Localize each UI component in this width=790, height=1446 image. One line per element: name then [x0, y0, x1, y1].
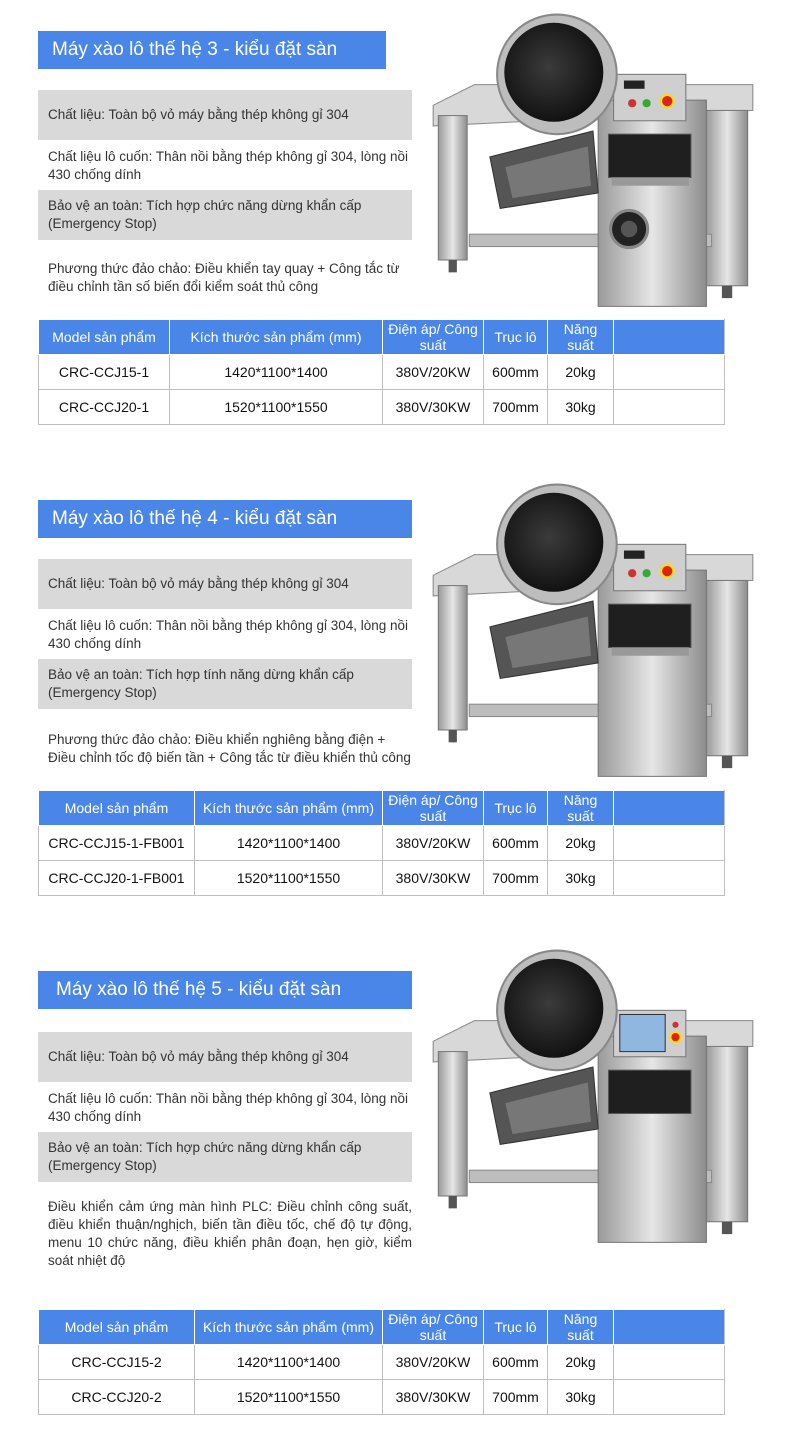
- table-header-row: [39, 1310, 725, 1345]
- spec-tilt-method: Phương thức đảo chảo: Điều khiển tay quay + Công tắc từ điều chỉnh tần số biến đổi kiểm soát thủ công: [48, 261, 400, 294]
- col-header-model: Model sản phẩm: [39, 320, 170, 355]
- col-header-voltage-power: Điện áp/ Công suất: [383, 791, 484, 826]
- spec-safety: Bảo vệ an toàn: Tích hợp chức năng dừng khẩn cấp (Emergency Stop): [38, 1132, 412, 1182]
- spec-safety: Bảo vệ an toàn: Tích hợp tính năng dừng khẩn cấp (Emergency Stop): [38, 659, 412, 709]
- cell-drum-axis: 600mm: [484, 826, 548, 861]
- spec-safety: Bảo vệ an toàn: Tích hợp chức năng dừng khẩn cấp (Emergency Stop): [38, 190, 412, 240]
- section-title: Máy xào lô thế hệ 3 - kiểu đặt sàn: [38, 31, 386, 69]
- cell-dimensions: 1420*1100*1400: [195, 826, 383, 861]
- col-header-drum-axis: Trục lô: [484, 320, 548, 355]
- cell-model: CRC-CCJ20-1-FB001: [39, 861, 195, 896]
- spec-drum-material: Chất liệu lô cuốn: Thân nồi bằng thép không gỉ 304, lòng nồi 430 chống dính: [48, 618, 409, 651]
- cell-empty: [614, 1345, 725, 1380]
- cell-dimensions: 1420*1100*1400: [170, 355, 383, 390]
- cell-capacity: 30kg: [548, 390, 614, 425]
- cell-voltage-power: 380V/30KW: [383, 1380, 484, 1415]
- cell-voltage-power: 380V/30KW: [383, 861, 484, 896]
- cell-empty: [614, 1380, 725, 1415]
- cell-drum-axis: 600mm: [484, 1345, 548, 1380]
- spec-material: Chất liệu: Toàn bộ vỏ máy bằng thép không gỉ 304: [38, 559, 412, 609]
- cell-voltage-power: 380V/20KW: [383, 826, 484, 861]
- cell-dimensions: 1520*1100*1550: [195, 861, 383, 896]
- col-header-dimensions: Kích thước sản phẩm (mm): [195, 791, 383, 826]
- col-header-voltage-power: Điện áp/ Công suất: [383, 1310, 484, 1345]
- cell-voltage-power: 380V/20KW: [383, 355, 484, 390]
- cell-capacity: 30kg: [548, 861, 614, 896]
- spec-material: Chất liệu: Toàn bộ vỏ máy bằng thép không gỉ 304: [38, 1032, 412, 1082]
- col-header-model: Model sản phẩm: [39, 1310, 195, 1345]
- col-header-drum-axis: Trục lô: [484, 791, 548, 826]
- model-table: [38, 1309, 725, 1415]
- col-header-capacity: Năng suất: [548, 1310, 614, 1345]
- spec-material: Chất liệu: Toàn bộ vỏ máy bằng thép không gỉ 304: [38, 90, 412, 140]
- cell-capacity: 20kg: [548, 826, 614, 861]
- cell-model: CRC-CCJ15-1: [39, 355, 170, 390]
- cell-model: CRC-CCJ15-1-FB001: [39, 826, 195, 861]
- col-header-capacity: Năng suất: [548, 320, 614, 355]
- spec-tilt-method: Phương thức đảo chảo: Điều khiển nghiêng bằng điện + Điều chỉnh tốc độ biến tần + Công tắc từ điều khiển thủ công: [48, 732, 411, 765]
- cell-drum-axis: 700mm: [484, 1380, 548, 1415]
- spec-drum-material: Chất liệu lô cuốn: Thân nồi bằng thép không gỉ 304, lòng nồi 430 chống dính: [48, 149, 409, 182]
- cell-model: CRC-CCJ15-2: [39, 1345, 195, 1380]
- cell-model: CRC-CCJ20-2: [39, 1380, 195, 1415]
- col-header-dimensions: Kích thước sản phẩm (mm): [170, 320, 383, 355]
- cell-dimensions: 1520*1100*1550: [170, 390, 383, 425]
- cell-dimensions: 1420*1100*1400: [195, 1345, 383, 1380]
- col-header-voltage-power: Điện áp/ Công suất: [383, 320, 484, 355]
- col-header-empty: [614, 1310, 725, 1345]
- machine-image-gen5: [428, 948, 758, 1248]
- cell-drum-axis: 700mm: [484, 390, 548, 425]
- col-header-capacity: Năng suất: [548, 791, 614, 826]
- cell-voltage-power: 380V/30KW: [383, 390, 484, 425]
- cell-capacity: 20kg: [548, 355, 614, 390]
- cell-dimensions: 1520*1100*1550: [195, 1380, 383, 1415]
- spec-plc-control: Điều khiển cảm ứng màn hình PLC: Điều chỉnh công suất, điều khiển thuận/nghịch, biến tần điều tốc, chế độ tự động, menu 10 chức năng, điều khiển phân đoạn, hẹn giờ, kiểm soát nhiệt độ: [48, 1199, 412, 1268]
- col-header-dimensions: Kích thước sản phẩm (mm): [195, 1310, 383, 1345]
- col-header-model: Model sản phẩm: [39, 791, 195, 826]
- cell-voltage-power: 380V/20KW: [383, 1345, 484, 1380]
- cell-drum-axis: 600mm: [484, 355, 548, 390]
- col-header-drum-axis: Trục lô: [484, 1310, 548, 1345]
- table-row: [39, 1345, 725, 1380]
- cell-drum-axis: 700mm: [484, 861, 548, 896]
- section-title: Máy xào lô thế hệ 4 - kiểu đặt sàn: [38, 500, 412, 538]
- cell-model: CRC-CCJ20-1: [39, 390, 170, 425]
- spec-drum-material: Chất liệu lô cuốn: Thân nồi bằng thép không gỉ 304, lòng nồi 430 chống dính: [48, 1091, 409, 1124]
- cell-capacity: 30kg: [548, 1380, 614, 1415]
- section-title: Máy xào lô thế hệ 5 - kiểu đặt sàn: [38, 971, 412, 1009]
- table-row: [39, 1380, 725, 1415]
- cell-capacity: 20kg: [548, 1345, 614, 1380]
